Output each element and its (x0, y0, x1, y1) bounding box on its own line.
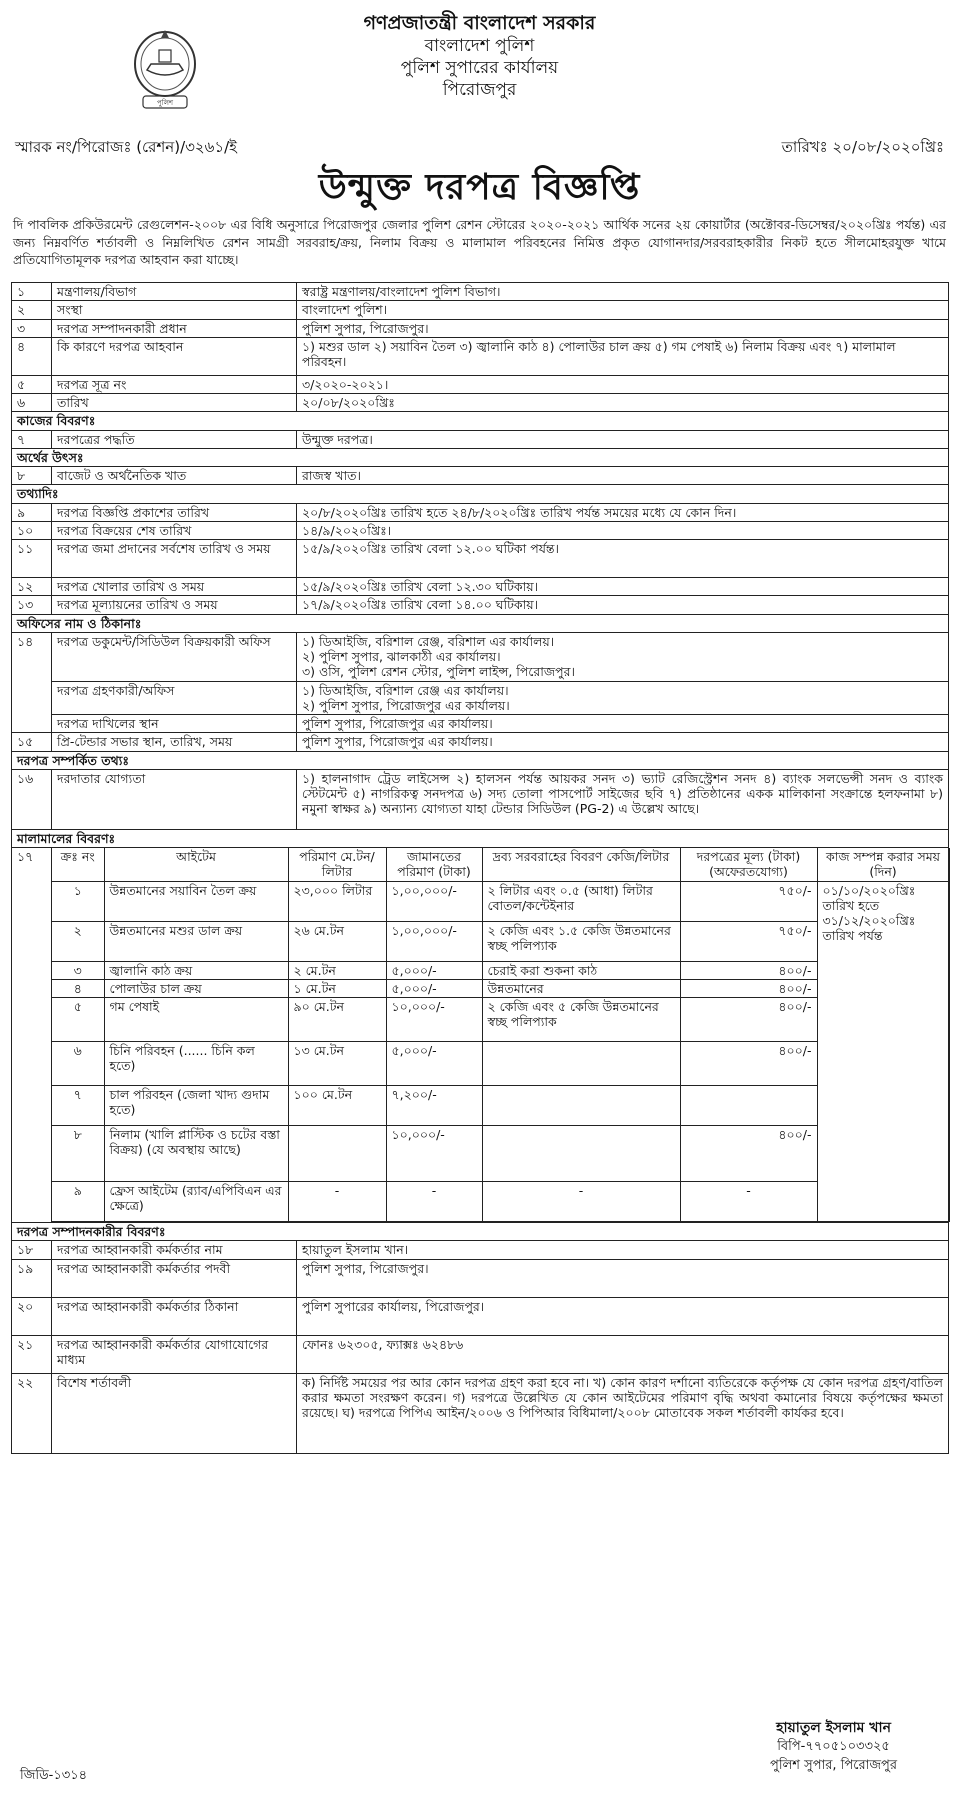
table-cell: দরপত্র বিজ্ঞপ্তি প্রকাশের তারিখ (52, 503, 297, 521)
table-cell: ১১ (12, 540, 52, 578)
table-cell: দরপত্র জমা প্রদানের সর্বশেষ তারিখ ও সময় (52, 540, 297, 578)
table-cell: ১৪/৯/২০২০খ্রিঃ। (297, 521, 949, 539)
table-cell: ২ কেজি এবং ৫ কেজি উন্নতমানের স্বচ্ছ পলিপ্যাক (482, 998, 680, 1042)
table-cell: দরপত্র আহ্বানকারী কর্মকর্তার নাম (52, 1241, 297, 1259)
table-row (12, 394, 949, 412)
table-cell: ৯ (12, 503, 52, 521)
table-cell: ৩/২০২০-২০২১। (297, 375, 949, 393)
table-row (12, 632, 949, 681)
table-cell: পুলিশ সুপার, পিরোজপুর এর কার্যালয়। (297, 715, 949, 733)
table-cell: ১ (52, 881, 104, 921)
table-cell: দরপত্রের মূল্য (টাকা) (অফেরতযোগ্য) (680, 848, 817, 881)
svg-text:পুলিশ: পুলিশ (156, 99, 174, 107)
table-row (12, 1335, 949, 1373)
item-row (52, 921, 949, 961)
govt-title: গণপ্রজাতন্ত্রী বাংলাদেশ সরকার (363, 12, 596, 34)
table-cell: ১৯ (12, 1259, 52, 1297)
item-row (52, 1126, 949, 1182)
table-cell: ২৬ মে.টন (288, 921, 386, 961)
table-cell: ৪০০/- (680, 979, 817, 997)
table-cell: ৭৫০/- (680, 921, 817, 961)
table-row (12, 337, 949, 375)
table-cell: ৪০০/- (680, 1126, 817, 1182)
table-cell: ফোনঃ ৬২৩০৫, ফ্যাক্সঃ ৬২৪৮৬ (297, 1335, 949, 1373)
table-cell: ১৩ মে.টন (288, 1042, 386, 1086)
table-cell: নিলাম (খালি প্লাস্টিক ও চটের বস্তা বিক্রয়) (যে অবস্থায় আছে) (104, 1126, 288, 1182)
item-row (52, 998, 949, 1042)
table-row (12, 1373, 949, 1453)
table-cell: ২ মে.টন (288, 961, 386, 979)
office-title: পুলিশ সুপারের কার্যালয় (400, 58, 559, 79)
table-cell: কাজের বিবরণঃ (12, 412, 949, 430)
table-cell: ক্রঃ নং (52, 848, 104, 881)
table-cell: হায়াতুল ইসলাম খান। (297, 1241, 949, 1259)
table-cell: ১ মে.টন (288, 979, 386, 997)
table-cell: চিনি পরিবহন (...... চিনি কল হতে) (104, 1042, 288, 1086)
table-cell: ১৭ (12, 848, 52, 1223)
table-cell: ২ লিটার এবং ০.৫ (আধা) লিটার বোতল/কন্টেইনার (482, 881, 680, 921)
table-cell: ১ (12, 283, 52, 301)
tender-table (11, 282, 949, 1454)
table-row (12, 578, 949, 596)
table-cell: ১০ (12, 521, 52, 539)
table-cell: ৫ (12, 375, 52, 393)
table-cell (482, 1126, 680, 1182)
table-cell: ১,০০,০০০/- (386, 921, 482, 961)
table-cell: ১৫ (12, 733, 52, 751)
table-cell: পুলিশ সুপার, পিরোজপুর। (297, 1259, 949, 1297)
table-cell: দরপত্র ডকুমেন্ট/সিডিউল বিক্রয়কারী অফিস (52, 632, 297, 681)
table-cell: দরপত্র আহ্বানকারী কর্মকর্তার যোগাযোগের মাধ্যম (52, 1335, 297, 1373)
table-cell: ৫,০০০/- (386, 1042, 482, 1086)
table-cell: ১০,০০০/- (386, 998, 482, 1042)
table-cell: দরপত্র বিক্রয়ের শেষ তারিখ (52, 521, 297, 539)
table-cell: - (680, 1182, 817, 1222)
table-cell: তথ্যাদিঃ (12, 485, 949, 503)
table-cell: ৮ (12, 467, 52, 485)
table-cell: ১) হালনাগাদ ট্রেড লাইসেন্স ২) হালসন পর্যন্ত আয়কর সনদ ৩) ভ্যাট রেজিস্ট্রেশন সনদ ৪) ব্যাংক সলভেন্সী সনদ ও ব্যাংক স্টেটমেন্ট ৫) নাগরিকত্ব সনদপত্র ৬) সদ্য তোলা পাসপোর্ট সাইজের ছবি ৭) প্রতিষ্ঠানের একক মালিকানা সংক্রান্তে হলফনামা ৮) নমুনা স্বাক্ষর ৯) অন্যান্য যোগ্যতা যাহা টেন্ডার সিডিউল (PG-2) এ উল্লেখ আছে। (297, 769, 949, 829)
intro-paragraph: দি পাবলিক প্রকিউরমেন্ট রেগুলেশন-২০০৮ এর বিধি অনুসারে পিরোজপুর জেলার পুলিশ রেশন স্টোরের ২০২০-২০২১ আর্থিক সনের ২য় কোয়ার্টার (অক্টোবর-ডিসেম্বর/২০২০খ্রিঃ পর্যন্ত) এর জন্য নিম্নবর্ণিত শর্তাবলী ও নিম্নলিখিত রেশন সামগ্রী সরবরাহ/ক্রয়, নিলাম বিক্রয় ও মালামাল পরিবহনের নিমিত্ত প্রকৃত যোগানদার/সরবরাহকারীর নিকট হতে সীলমোহরযুক্ত খামে প্রতিযোগিতামূলক দরপত্র আহবান করা যাচ্ছে। (13, 217, 946, 267)
table-cell: ২০/০৮/২০২০খ্রিঃ (297, 394, 949, 412)
section-heading (12, 485, 949, 503)
table-cell: ৬ (52, 1042, 104, 1086)
table-row (12, 769, 949, 829)
table-cell: দরপত্র আহ্বানকারী কর্মকর্তার ঠিকানা (52, 1297, 297, 1335)
table-cell: - (482, 1182, 680, 1222)
table-cell: রাজস্ব খাত। (297, 467, 949, 485)
table-cell: তারিখ (52, 394, 297, 412)
table-cell: ১০০ মে.টন (288, 1086, 386, 1126)
table-cell (482, 1042, 680, 1086)
table-cell: ১৮ (12, 1241, 52, 1259)
table-cell: ২০/৮/২০২০খ্রিঃ তারিখ হতে ২৪/৮/২০২০খ্রিঃ তারিখ পর্যন্ত সময়ের মধ্যে যে কোন দিন। (297, 503, 949, 521)
table-cell: ৪০০/- (680, 998, 817, 1042)
police-emblem-icon (123, 24, 207, 114)
table-cell: উন্নতমানের (482, 979, 680, 997)
table-cell: ১৫/৯/২০২০খ্রিঃ তারিখ বেলা ১২.৩০ ঘটিকায়। (297, 578, 949, 596)
table-cell: ক) নির্দিষ্ট সময়ের পর আর কোন দরপত্র গ্রহণ করা হবে না। খ) কোন কারণ দর্শানো ব্যতিরেকে কর্তৃপক্ষ যে কোন দরপত্র গ্রহণ/বাতিল করার ক্ষমতা সংরক্ষণ করেন। গ) দরপত্রে উল্লেখিত যে কোন আইটেমের পরিমাণ বৃদ্ধি অথবা কমানোর বিষয়ে কর্তৃপক্ষের ক্ষমতা রয়েছে। ঘ) দরপত্রে পিপিএ আইন/২০০৬ ও পিপিআর বিধিমালা/২০০৮ মোতাবেক সকল শর্তাবলী কার্যকর হবে। (297, 1373, 949, 1453)
table-cell: ১৩ (12, 596, 52, 614)
table-row (12, 1297, 949, 1335)
table-cell: সংস্থা (52, 301, 297, 319)
table-cell: ৪ (12, 337, 52, 375)
table-cell: ১৬ (12, 769, 52, 829)
item-row (52, 961, 949, 979)
table-cell: বাজেট ও অর্থনৈতিক খাত (52, 467, 297, 485)
table-row (12, 1259, 949, 1297)
table-cell: দরপত্রের পদ্ধতি (52, 430, 297, 448)
item-row (52, 1182, 949, 1222)
table-cell: ৪০০/- (680, 961, 817, 979)
items-header-row (52, 848, 949, 881)
section-heading (12, 614, 949, 632)
table-cell: ৬ (12, 394, 52, 412)
table-cell: ২২ (12, 1373, 52, 1453)
table-cell: ১) মশুর ডাল ২) সয়াবিন তৈল ৩) জ্বালানি কাঠ ৪) পোলাউর চাল ক্রয় ৫) গম পেষাই ৬) নিলাম বিক্রয় এবং ৭) মালামাল পরিবহন। (297, 337, 949, 375)
table-cell: ২০ (12, 1297, 52, 1335)
completion-time: ০১/১০/২০২০খ্রিঃ তারিখ হতে ৩১/১২/২০২০খ্রিঃ তারিখ পর্যন্ত (817, 881, 949, 1222)
district-title: পিরোজপুর (442, 80, 517, 101)
table-cell: চাল পরিবহন (জেলা খাদ্য গুদাম হতে) (104, 1086, 288, 1126)
table-cell: ফ্রেস আইটেম (র‌্যাব/এপিবিএন এর ক্ষেত্রে) (104, 1182, 288, 1222)
table-cell: - (288, 1182, 386, 1222)
table-cell: জ্বালানি কাঠ ক্রয় (104, 961, 288, 979)
table-cell: ১২ (12, 578, 52, 596)
table-cell: ১০,০০০/- (386, 1126, 482, 1182)
table-cell: ৯ (52, 1182, 104, 1222)
table-cell: চেরাই করা শুকনা কাঠ (482, 961, 680, 979)
table-row (12, 467, 949, 485)
table-cell: দরপত্র দাখিলের স্থান (52, 715, 297, 733)
item-row (52, 1042, 949, 1086)
table-row (12, 733, 949, 751)
table-cell: দরপত্র গ্রহণকারী/অফিস (52, 681, 297, 715)
signatory-name: হায়াতুল ইসলাম খান (776, 1720, 891, 1736)
header (11, 10, 948, 134)
table-cell: দরদাতার যোগ্যতা (52, 769, 297, 829)
table-row (12, 596, 949, 614)
table-cell (482, 1086, 680, 1126)
table-cell: ৭ (12, 430, 52, 448)
table-cell: কাজ সম্পন্ন করার সময় (দিন) (817, 848, 949, 881)
table-cell: অফিসের নাম ও ঠিকানাঃ (12, 614, 949, 632)
table-cell: ২ (12, 301, 52, 319)
table-cell: দ্রব্য সরবরাহের বিবরণ কেজি/লিটার (482, 848, 680, 881)
table-row (12, 430, 949, 448)
table-cell: ৪০০/- (680, 1042, 817, 1086)
table-cell: ১) ডিআইজি, বরিশাল রেঞ্জ এর কার্যালয়। ২) পুলিশ সুপার, পিরোজপুর এর কার্যালয়। (297, 681, 949, 715)
table-row (12, 681, 949, 715)
table-cell: ৪ (52, 979, 104, 997)
table-row (12, 319, 949, 337)
table-cell: গম পেষাই (104, 998, 288, 1042)
table-cell: আইটেম (104, 848, 288, 881)
item-row (52, 881, 949, 921)
table-row (12, 540, 949, 578)
table-cell: ১,০০,০০০/- (386, 881, 482, 921)
table-cell: পুলিশ সুপার, পিরোজপুর। (297, 319, 949, 337)
table-cell: ৭ (52, 1086, 104, 1126)
items-row (12, 848, 949, 1223)
table-cell: ৫,০০০/- (386, 961, 482, 979)
section-heading (12, 412, 949, 430)
table-cell: দরপত্র সম্পাদনকারী প্রধান (52, 319, 297, 337)
table-cell: ৩ (12, 319, 52, 337)
table-cell: ১৫/৯/২০২০খ্রিঃ তারিখ বেলা ১২.০০ ঘটিকা পর্যন্ত। (297, 540, 949, 578)
table-cell: পোলাউর চাল ক্রয় (104, 979, 288, 997)
section-heading (12, 448, 949, 466)
table-cell: ১৭/৯/২০২০খ্রিঃ তারিখ বেলা ১৪.০০ ঘটিকায়। (297, 596, 949, 614)
table-cell: দরপত্র আহ্বানকারী কর্মকর্তার পদবী (52, 1259, 297, 1297)
table-cell: ২৩,০০০ লিটার (288, 881, 386, 921)
table-row (12, 375, 949, 393)
table-cell (680, 1086, 817, 1126)
table-cell: দরপত্র সূত্র নং (52, 375, 297, 393)
table-cell: ৫,০০০/- (386, 979, 482, 997)
table-cell: মালামালের বিবরণঃ (12, 829, 949, 847)
table-cell: ২১ (12, 1335, 52, 1373)
table-cell: উন্মুক্ত দরপত্র। (297, 430, 949, 448)
memo-number: স্মারক নং/পিরোজঃ (রেশন)/৩২৬১/ই (15, 137, 237, 156)
table-cell: বিশেষ শর্তাবলী (52, 1373, 297, 1453)
table-cell: পুলিশ সুপারের কার্যালয়, পিরোজপুর। (297, 1297, 949, 1335)
table-cell (288, 1126, 386, 1182)
table-cell: ১৪ (12, 632, 52, 733)
table-cell: দরপত্র মূল্যায়নের তারিখ ও সময় (52, 596, 297, 614)
table-cell: ২ (52, 921, 104, 961)
signatory-designation: পুলিশ সুপার, পিরোজপুর (770, 1758, 897, 1774)
gd-code: জিডি-১৩১৪ (20, 1768, 88, 1783)
table-cell: ৭,২০০/- (386, 1086, 482, 1126)
section-heading (12, 751, 949, 769)
table-cell: দরপত্র খোলার তারিখ ও সময় (52, 578, 297, 596)
table-cell: ৯০ মে.টন (288, 998, 386, 1042)
table-cell: ৩ (52, 961, 104, 979)
table-cell: পুলিশ সুপার, পিরোজপুর এর কার্যালয়। (297, 733, 949, 751)
memo-row (11, 134, 948, 160)
table-cell: দরপত্র সম্পর্কিত তথ্যঃ (12, 751, 949, 769)
table-cell: ৫ (52, 998, 104, 1042)
table-cell: ৭৫০/- (680, 881, 817, 921)
table-row (12, 301, 949, 319)
table-cell: মন্ত্রণালয়/বিভাগ (52, 283, 297, 301)
table-cell: উন্নতমানের সয়াবিন তৈল ক্রয় (104, 881, 288, 921)
signatory-bp: বিপি-৭৭০৫১০৩৩২৫ (777, 1739, 890, 1755)
table-cell: জামানতের পরিমাণ (টাকা) (386, 848, 482, 881)
section-heading (12, 829, 949, 847)
table-cell: কি কারণে দরপত্র আহবান (52, 337, 297, 375)
table-cell: বাংলাদেশ পুলিশ। (297, 301, 949, 319)
table-row (12, 503, 949, 521)
table-row (12, 715, 949, 733)
table-row (12, 1241, 949, 1259)
table-cell: উন্নতমানের মশুর ডাল ক্রয় (104, 921, 288, 961)
dept-title: বাংলাদেশ পুলিশ (424, 36, 535, 57)
table-cell: স্বরাষ্ট্র মন্ত্রণালয়/বাংলাদেশ পুলিশ বিভাগ। (297, 283, 949, 301)
table-cell: ১) ডিআইজি, বরিশাল রেঞ্জ, বরিশাল এর কার্যালয়। ২) পুলিশ সুপার, ঝালকাঠী এর কার্যালয়। ৩) ওসি, পুলিশ রেশন স্টোর, পুলিশ লাইন্স, পিরোজপুর। (297, 632, 949, 681)
items-table (52, 848, 950, 1222)
table-cell: পরিমাণ মে.টন/লিটার (288, 848, 386, 881)
table-cell: ৮ (52, 1126, 104, 1182)
table-cell: ২ কেজি এবং ১.৫ কেজি উন্নতমানের স্বচ্ছ পলিপ্যাক (482, 921, 680, 961)
table-cell: প্রি-টেন্ডার সভার স্থান, তারিখ, সময় (52, 733, 297, 751)
table-cell: দরপত্র সম্পাদনকারীর বিবরণঃ (12, 1223, 949, 1241)
table-cell: - (386, 1182, 482, 1222)
table-row (12, 283, 949, 301)
table-cell (52, 848, 949, 1223)
item-row (52, 1086, 949, 1126)
signature-block (770, 1718, 897, 1776)
page-title: উন্মুক্ত দরপত্র বিজ্ঞপ্তি (318, 167, 641, 208)
table-row (12, 521, 949, 539)
table-cell: অর্থের উৎসঃ (12, 448, 949, 466)
memo-date: তারিখঃ ২০/০৮/২০২০খ্রিঃ (781, 137, 944, 156)
item-row (52, 979, 949, 997)
section-heading (12, 1223, 949, 1241)
